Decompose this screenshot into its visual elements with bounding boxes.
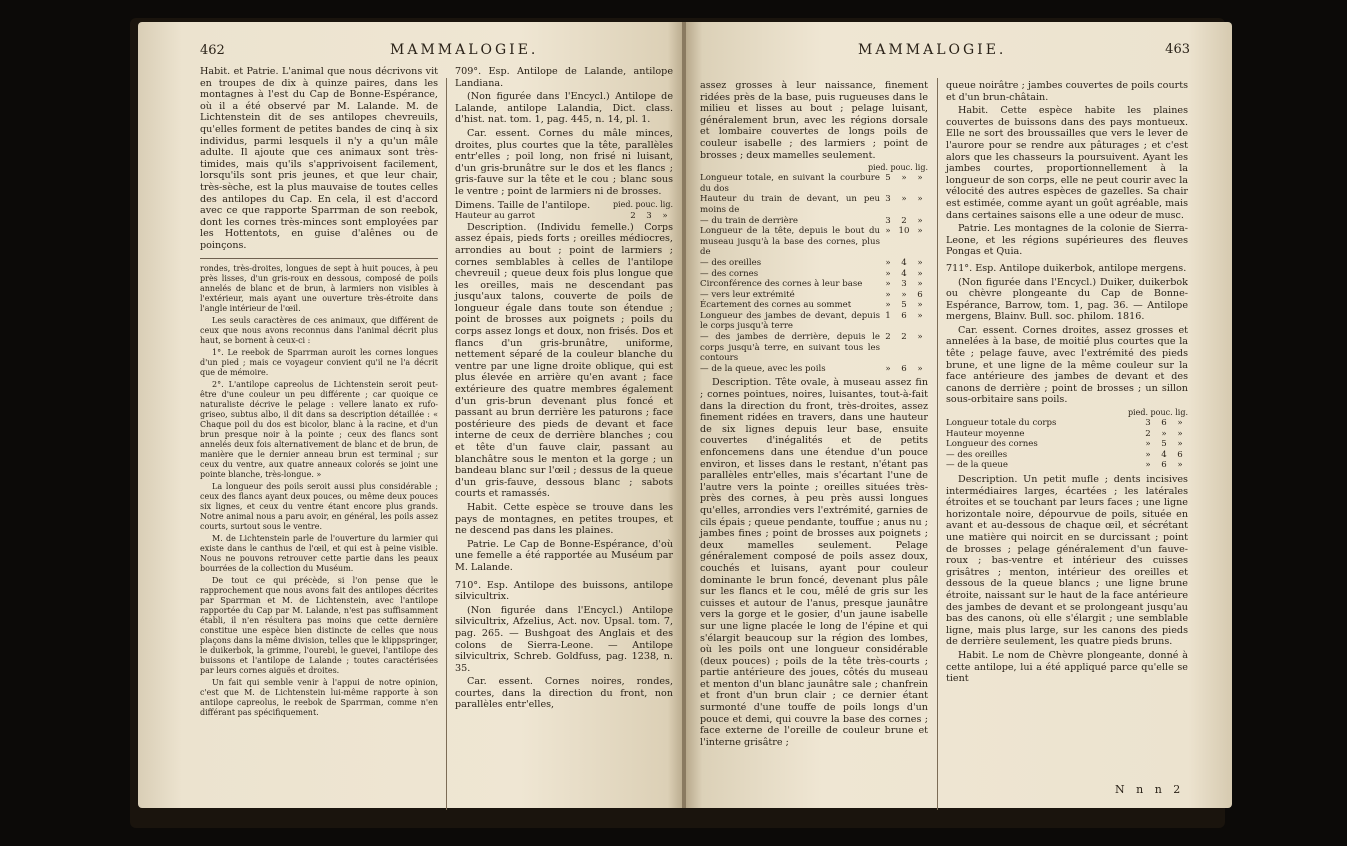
right-page-number: 463 (1165, 42, 1190, 57)
dimensions-units: pied. pouc. lig. (1127, 408, 1188, 418)
dimension-value: » (917, 310, 923, 321)
right-column-2 (946, 80, 1188, 687)
habit-patrie-paragraph: Habit. et Patrie. L'animal que nous décrivons vit en troupes de dix à quinze paires, dans les montagnes à l'est du Cap de Bonne-Espérance, où il a été observé par M. Lalande. M. de Lichtenstein dit de ses antilopes chevreuils, qu'elles forment de petites bandes de cinq à six individus, parmi lesquels il n'y a qu'un mâle adulte. Il ajoute que ces animaux sont très-timides, mais qu'ils s'apprivoisent facilement, lorsqu'ils sont pris jeunes, et que leur chair, très-sèche, est la plus mauvaise de toutes celles des antilopes du Cap. En cela, il est d'accord avec ce que rapporte Sparrman de son reebok, dont les cornes très-minces sont employées par les Hottentots, en guise d'alênes ou de poinçons. (200, 66, 438, 251)
dimensions-table (700, 173, 928, 374)
table-row (700, 194, 928, 215)
dimension-value: » (917, 363, 923, 374)
dimension-value: 2 (1145, 428, 1151, 439)
table-row (455, 211, 673, 222)
table-row (700, 332, 928, 364)
dimension-value: 1 (885, 310, 891, 321)
table-row (700, 173, 928, 194)
dimension-label: Hauteur du train de devant, un peu moins de (700, 194, 880, 215)
note-paragraph: 1°. Le reebok de Sparrman auroit les cornes longues d'un pied ; mais ce voyageur convient qu'il ne l'a décrit que de mémoire. (200, 347, 438, 377)
essential-characters: Car. essent. Cornes noires, rondes, courtes, dans la direction du front, non parallèles entr'elles, (455, 676, 673, 711)
left-head-title: MAMMALOGIE. (390, 42, 539, 58)
dimension-label: — de la queue (946, 460, 1008, 471)
patrie-paragraph: Patrie. Les montagnes de la colonie de Sierra-Leone, et les régions supérieures des fleuves Pongas et Quia. (946, 223, 1188, 258)
description-paragraph: Description. Un petit mufle ; dents incisives intermédiaires larges, écartées ; les latérales étroites et se touchant par leurs faces ; une ligne horizontale noire, dépourvue de poils, située en avant et au-dessous de chaque œil, et sécrétant une matière qui noircit en se durcissant ; point de brosses ; pelage généralement d'un fauve-roux ; bas-ventre et intérieur des cuisses grisâtres ; menton, intérieur des oreilles et dessous de la queue blancs ; une ligne brune étroite, naissant sur le haut de la face antérieure des jambes de devant et se prolongeant jusqu'au bas des canons, où elle s'élargit ; une semblable ligne, mais plus large, sur les canons des pieds de derrière seulement, les quatre pieds bruns. (946, 474, 1188, 648)
synonymy-paragraph: (Non figurée dans l'Encycl.) Duiker, duikerbok ou chèvre plongeante du Cap de Bonne-Espérance, Barrow, tom. 1, pag. 36. — Antilope mergens, Blainv. Bull. soc. philom. 1816. (946, 276, 1188, 323)
note-paragraph: Les seuls caractères de ces animaux, que différent de ceux que nous avons reconnus dans l'animal décrit plus haut, se bornent à ceux-ci : (200, 315, 438, 345)
note-paragraph: M. de Lichtenstein parle de l'ouverture du larmier qui existe dans le canthus de l'œil, et qui est à peine visible. Nous ne pouvons retrouver cette partie dans les peaux bourrées de la collection du Muséum. (200, 533, 438, 573)
description-paragraph: Description. Tête ovale, à museau assez fin ; cornes pointues, noires, luisantes, tout-à-fait dans la direction du front, très-droites, assez finement ridées en travers, dans une hauteur de six lignes depuis leur base, ensuite couvertes d'inégalités et de petits enfoncemens dans une étendue d'un pouce environ, et lisses dans le restant, n'étant pas parallèles entr'elles, mais s'écartant l'une de l'autre vers la pointe ; oreilles situées très-près des cornes, à peu près aussi longues qu'elles, arrondies vers l'extrémité, garnies de cils épais ; queue pendante, touffue ; anus nu ; jambes fines ; point de brosses aux poignets ; deux mamelles seulement. Pelage généralement composé de poils assez doux, couchés et luisans, ayant pour couleur dominante le brun foncé, devenant plus pâle sur les flancs et le cou, mêlé de gris sur les cuisses et autour de l'anus, presque jaunâtre vers la gorge et le gosier, d'un jaune isabelle sur une ligne placée le long de l'épine et qui s'élargit beaucoup sur la région des lombes, où les poils ont une longueur considérable (deux pouces) ; poils de la tête très-courts ; partie antérieure des joues, côtés du museau et menton d'un blanc jaunâtre sale ; chanfrein et front d'un brun clair ; ce dernier étant surmonté d'une touffe de poils longs d'un pouce et demi, qui couvre la base des cornes ; face externe de l'oreille de couleur brune et l'interne grisâtre ; (700, 377, 928, 748)
species-711-heading: 711°. Esp. Antilope duikerbok, antilope mergens. (946, 262, 1187, 274)
dimension-value: » (885, 279, 891, 290)
table-row (946, 460, 1188, 471)
dimension-value: » (917, 279, 923, 290)
dimension-value: » (1161, 428, 1167, 439)
right-head-title: MAMMALOGIE. (858, 42, 1007, 58)
dimensions-units: pied. pouc. lig. (612, 199, 673, 209)
dimension-label: — des oreilles (946, 449, 1008, 460)
dimension-value: » (917, 257, 923, 268)
dimension-value: » (917, 268, 923, 279)
dimension-label: Hauteur moyenne (946, 428, 1025, 439)
table-row (700, 311, 928, 332)
left-running-head (200, 42, 680, 58)
dimension-value: 3 (885, 194, 891, 205)
table-row (700, 258, 928, 269)
essential-characters: Car. essent. Cornes du mâle minces, droites, plus courtes que la tête, parallèles entr'elles ; poil long, non frisé ni luisant, d'un gris-brunâtre sur le dos et les flancs ; gris-fauve sur la tête et le cou ; blanc sous le ventre ; point de larmiers ni de brosses. (455, 127, 673, 197)
table-row (946, 439, 1188, 450)
dimension-value: » (885, 257, 891, 268)
dimension-value: 2 (885, 332, 891, 343)
dimension-value: » (1177, 428, 1183, 439)
table-row (946, 418, 1188, 429)
dimension-label: Longueur totale du corps (946, 418, 1057, 429)
dimension-value: 3 (901, 279, 907, 290)
right-column-1 (700, 80, 928, 750)
dimension-value: 6 (1177, 449, 1183, 460)
dimension-value: 2 (901, 332, 907, 343)
dimension-label: Hauteur au garrot (455, 211, 535, 222)
dimension-label: Écartement des cornes au sommet (700, 300, 852, 311)
dimension-value: 6 (1161, 418, 1167, 429)
dimensions-title: Dimens. Taille de l'antilope. (455, 199, 591, 211)
dimension-label: — des oreilles (700, 257, 762, 268)
dimension-value: » (901, 194, 907, 205)
dimension-value: » (662, 211, 668, 222)
dimension-value: 4 (901, 257, 907, 268)
habit-paragraph: Habit. Cette espèce habite les plaines couvertes de buissons dans des pays montueux. Elle ne sort des broussailles que vers le lever de l'aurore pour se rendre aux pâturages ; et c'est alors que les chasseurs la poursuivent. Ayant les jambes courtes, proportionnellement à la longueur de son corps, elle ne peut courir avec la vélocité des autres espèces de gazelles. Sa chair est estimée, comme ayant un goût agréable, mais dans certaines saisons elle a une odeur de musc. (946, 105, 1188, 221)
table-row (700, 364, 928, 375)
dimension-label: — de la queue, avec les poils (700, 363, 826, 374)
dimension-value: » (917, 173, 923, 184)
essential-characters-cont: assez grosses à leur naissance, finement ridées près de la base, puis rugueuses dans le milieu et lisses au bout ; pelage luisant, généralement brun, avec les régions dorsale et lombaire couvertes de longs poils de couleur isabelle ; des larmiers ; point de brosses ; deux mamelles seulement. (700, 80, 928, 161)
dimension-value: 6 (901, 310, 907, 321)
left-column-2 (455, 66, 673, 713)
dimension-value: » (885, 300, 891, 311)
table-row (946, 450, 1188, 461)
dimensions-header (946, 408, 1188, 418)
habit-paragraph: Habit. Cette espèce se trouve dans les pays de montagnes, en petites troupes, et ne descend pas dans les plaines. (455, 501, 673, 537)
dimension-label: — vers leur extrémité (700, 289, 795, 300)
dimension-label: Longueur des cornes (946, 439, 1038, 450)
note-paragraph: Un fait qui semble venir à l'appui de notre opinion, c'est que M. de Lichtenstein lui-même rapporte à son antilope capreolus, le reebok de Sparrman, comme n'en différant pas spécifiquement. (200, 677, 438, 717)
dimension-value: 2 (630, 211, 636, 222)
note-paragraph: De tout ce qui précède, si l'on pense que le rapprochement que nous avons fait des antilopes décrites par Sparrman et M. de Lichtenstein, avec l'antilope rapportée du Cap par M. Lalande, n'est pas suffisamment établi, il n'en résultera pas moins que cette dernière constitue une espèce bien distincte de celles que nous plaçons dans la même division, telles que le klippspringer, le duikerbok, la grimme, l'ourebi, le guevei, l'antilope des buissons et l'antilope de Lalande ; toutes caractérisées par leurs cornes aiguës et droites. (200, 575, 438, 675)
note-separator (200, 258, 438, 259)
table-row (700, 290, 928, 301)
dimensions-header (700, 163, 928, 173)
dimension-value: » (885, 268, 891, 279)
table-row (700, 279, 928, 290)
dimension-label: Longueur de la tête, depuis le bout du museau jusqu'à la base des cornes, plus de (700, 226, 880, 258)
dimension-value: 3 (885, 215, 891, 226)
note-paragraph: 2°. L'antilope capreolus de Lichtenstein seroit peut-être d'une couleur un peu différente ; car quoique ce naturaliste décrive le pelage : vellere lanato ex rufo-griseo, subtus albo, il dit dans sa description détaillée : « Chaque poil du dos est bicolor, blanc à la racine, et d'un brun presque noir à la pointe ; ceux des flancs sont annelés deux fois alternativement de blanc et de brun, de manière que le dernier anneau brun est terminal ; sur ceux du ventre, aux quatre anneaux colorés se joint une pointe blanche, très-longue. » (200, 379, 438, 479)
dimension-value: 5 (885, 173, 891, 184)
table-row (946, 429, 1188, 440)
synonymy-paragraph: (Non figurée dans l'Encycl.) Antilope de Lalande, antilope Lalandia, Dict. class. d'hist. nat. tom. 1, pag. 445, n. 14, pl. 1. (455, 91, 673, 126)
column-divider (937, 78, 938, 810)
dimension-label: — des cornes (700, 268, 759, 279)
dimension-value: » (1177, 439, 1183, 450)
description-paragraph: Description. (Individu femelle.) Corps assez épais, pieds forts ; oreilles médiocres, arrondies au bout ; point de larmiers ; cornes semblables à celles de l'antilope chevreuil ; queue deux fois plus longue que les oreilles, mais ne descendant pas jusqu'aux talons, couverte de poils de longueur égale dans toute son étendue ; point de brosses aux poignets ; poils du corps assez longs et doux, non frisés. Dos et flancs d'un gris-brunâtre, uniforme, nettement séparé de la couleur blanche du ventre par une ligne droite oblique, qui est plus élevée en arrière qu'en avant ; face extérieure des quatre membres également d'un gris-brun devenant plus foncé et passant au brun derrière les paturons ; face postérieure des pieds de devant et face interne de ceux de derrière blanches ; cou et tête d'un fauve clair, passant au blanchâtre sous le menton et la gorge ; un bandeau blanc sur l'œil ; dessus de la queue d'un gris-fauve, dessous blanc ; sabots courts et ramassés. (455, 221, 673, 500)
dimension-label: Longueur des jambes de devant, depuis le corps jusqu'à terre (700, 310, 880, 332)
table-row (700, 226, 928, 258)
dimension-label: Circonférence des cornes à leur base (700, 279, 863, 290)
dimension-value: 10 (898, 226, 910, 237)
habit-paragraph: Habit. Le nom de Chèvre plongeante, donné à cette antilope, lui a été appliqué parce qu'elle se tient (946, 649, 1188, 685)
dimension-value: 6 (917, 289, 923, 300)
dimension-value: » (885, 363, 891, 374)
note-paragraph: La longueur des poils seroit aussi plus considérable ; ceux des flancs ayant deux pouces, ou même deux pouces six lignes, et ceux du ventre étant encore plus grands. Notre animal nous a paru avoir, en général, les poils assez courts, surtout sous le ventre. (200, 481, 438, 531)
table-row (700, 300, 928, 311)
dimension-value: 6 (901, 363, 907, 374)
note-paragraph: rondes, très-droites, longues de sept à huit pouces, à peu près lisses, d'un gris-roux en dessous, composé de poils annelés de blanc et de brun, à larmiers non visibles à l'extérieur, mais ayant une ouverture très-étroite dans l'angle intérieur de l'œil. (200, 263, 438, 313)
dimension-value: » (917, 226, 923, 237)
dimension-value: » (1145, 449, 1151, 460)
dimension-label: — du train de derrière (700, 215, 798, 226)
left-page-number: 462 (200, 43, 225, 58)
dimension-value: » (1177, 460, 1183, 471)
dimension-value: » (885, 226, 891, 237)
description-cont: queue noirâtre ; jambes couvertes de poils courts et d'un brun-châtain. (946, 80, 1188, 103)
dimension-value: » (901, 289, 907, 300)
dimension-value: 4 (1161, 449, 1167, 460)
patrie-paragraph: Patrie. Le Cap de Bonne-Espérance, d'où une femelle a été rapportée au Muséum par M. Lalande. (455, 538, 673, 573)
dimension-value: » (917, 194, 923, 205)
dimension-value: » (885, 289, 891, 300)
dimension-label: — des jambes de derrière, depuis le corps jusqu'à terre, en suivant tous les contours (700, 332, 880, 364)
dimension-value: 2 (901, 215, 907, 226)
essential-characters: Car. essent. Cornes droites, assez grosses et annelées à la base, de moitié plus courtes que la tête ; pelage fauve, avec l'extrémité des pieds brune, et une ligne de la même couleur sur la face antérieure des jambes de devant et des canons de derrière ; point de brosses ; un sillon sous-orbitaire sans poils. (946, 324, 1188, 406)
signature-mark: N n n 2 (1115, 783, 1185, 796)
dimension-value: 4 (901, 268, 907, 279)
notes-block (200, 264, 438, 718)
dimension-value: » (917, 332, 923, 343)
dimension-value: » (901, 173, 907, 184)
table-row (700, 269, 928, 280)
dimension-value: » (917, 215, 923, 226)
dimensions-header (455, 200, 673, 212)
dimension-value: » (917, 300, 923, 311)
left-column-1 (200, 66, 438, 720)
dimensions-table (455, 211, 673, 222)
dimension-value: » (1145, 439, 1151, 450)
dimension-value: 5 (1161, 439, 1167, 450)
table-row (700, 216, 928, 227)
dimension-label: Longueur totale, en suivant la courbure du dos (700, 173, 880, 194)
synonymy-paragraph: (Non figurée dans l'Encycl.) Antilope silvicultrix, Afzelius, Act. nov. Upsal. tom. 7, pag. 265. — Bushgoat des Anglais et des colons de Sierra-Leone. — Antilope silvicultrix, Schreb. Goldfuss, pag. 1238, n. 35. (455, 604, 673, 674)
species-710-heading: 710°. Esp. Antilope des buissons, antilope silvicultrix. (455, 579, 673, 603)
species-709-heading: 709°. Esp. Antilope de Lalande, antilope Landiana. (455, 66, 673, 89)
column-divider (446, 78, 447, 810)
dimension-value: 6 (1161, 460, 1167, 471)
dimension-value: 3 (646, 211, 652, 222)
dimension-value: 3 (1145, 418, 1151, 429)
dimension-value: » (1145, 460, 1151, 471)
dimension-value: 5 (901, 300, 907, 311)
dimensions-units: pied. pouc. lig. (867, 163, 928, 173)
dimensions-table (946, 418, 1188, 471)
dimension-value: » (1177, 418, 1183, 429)
